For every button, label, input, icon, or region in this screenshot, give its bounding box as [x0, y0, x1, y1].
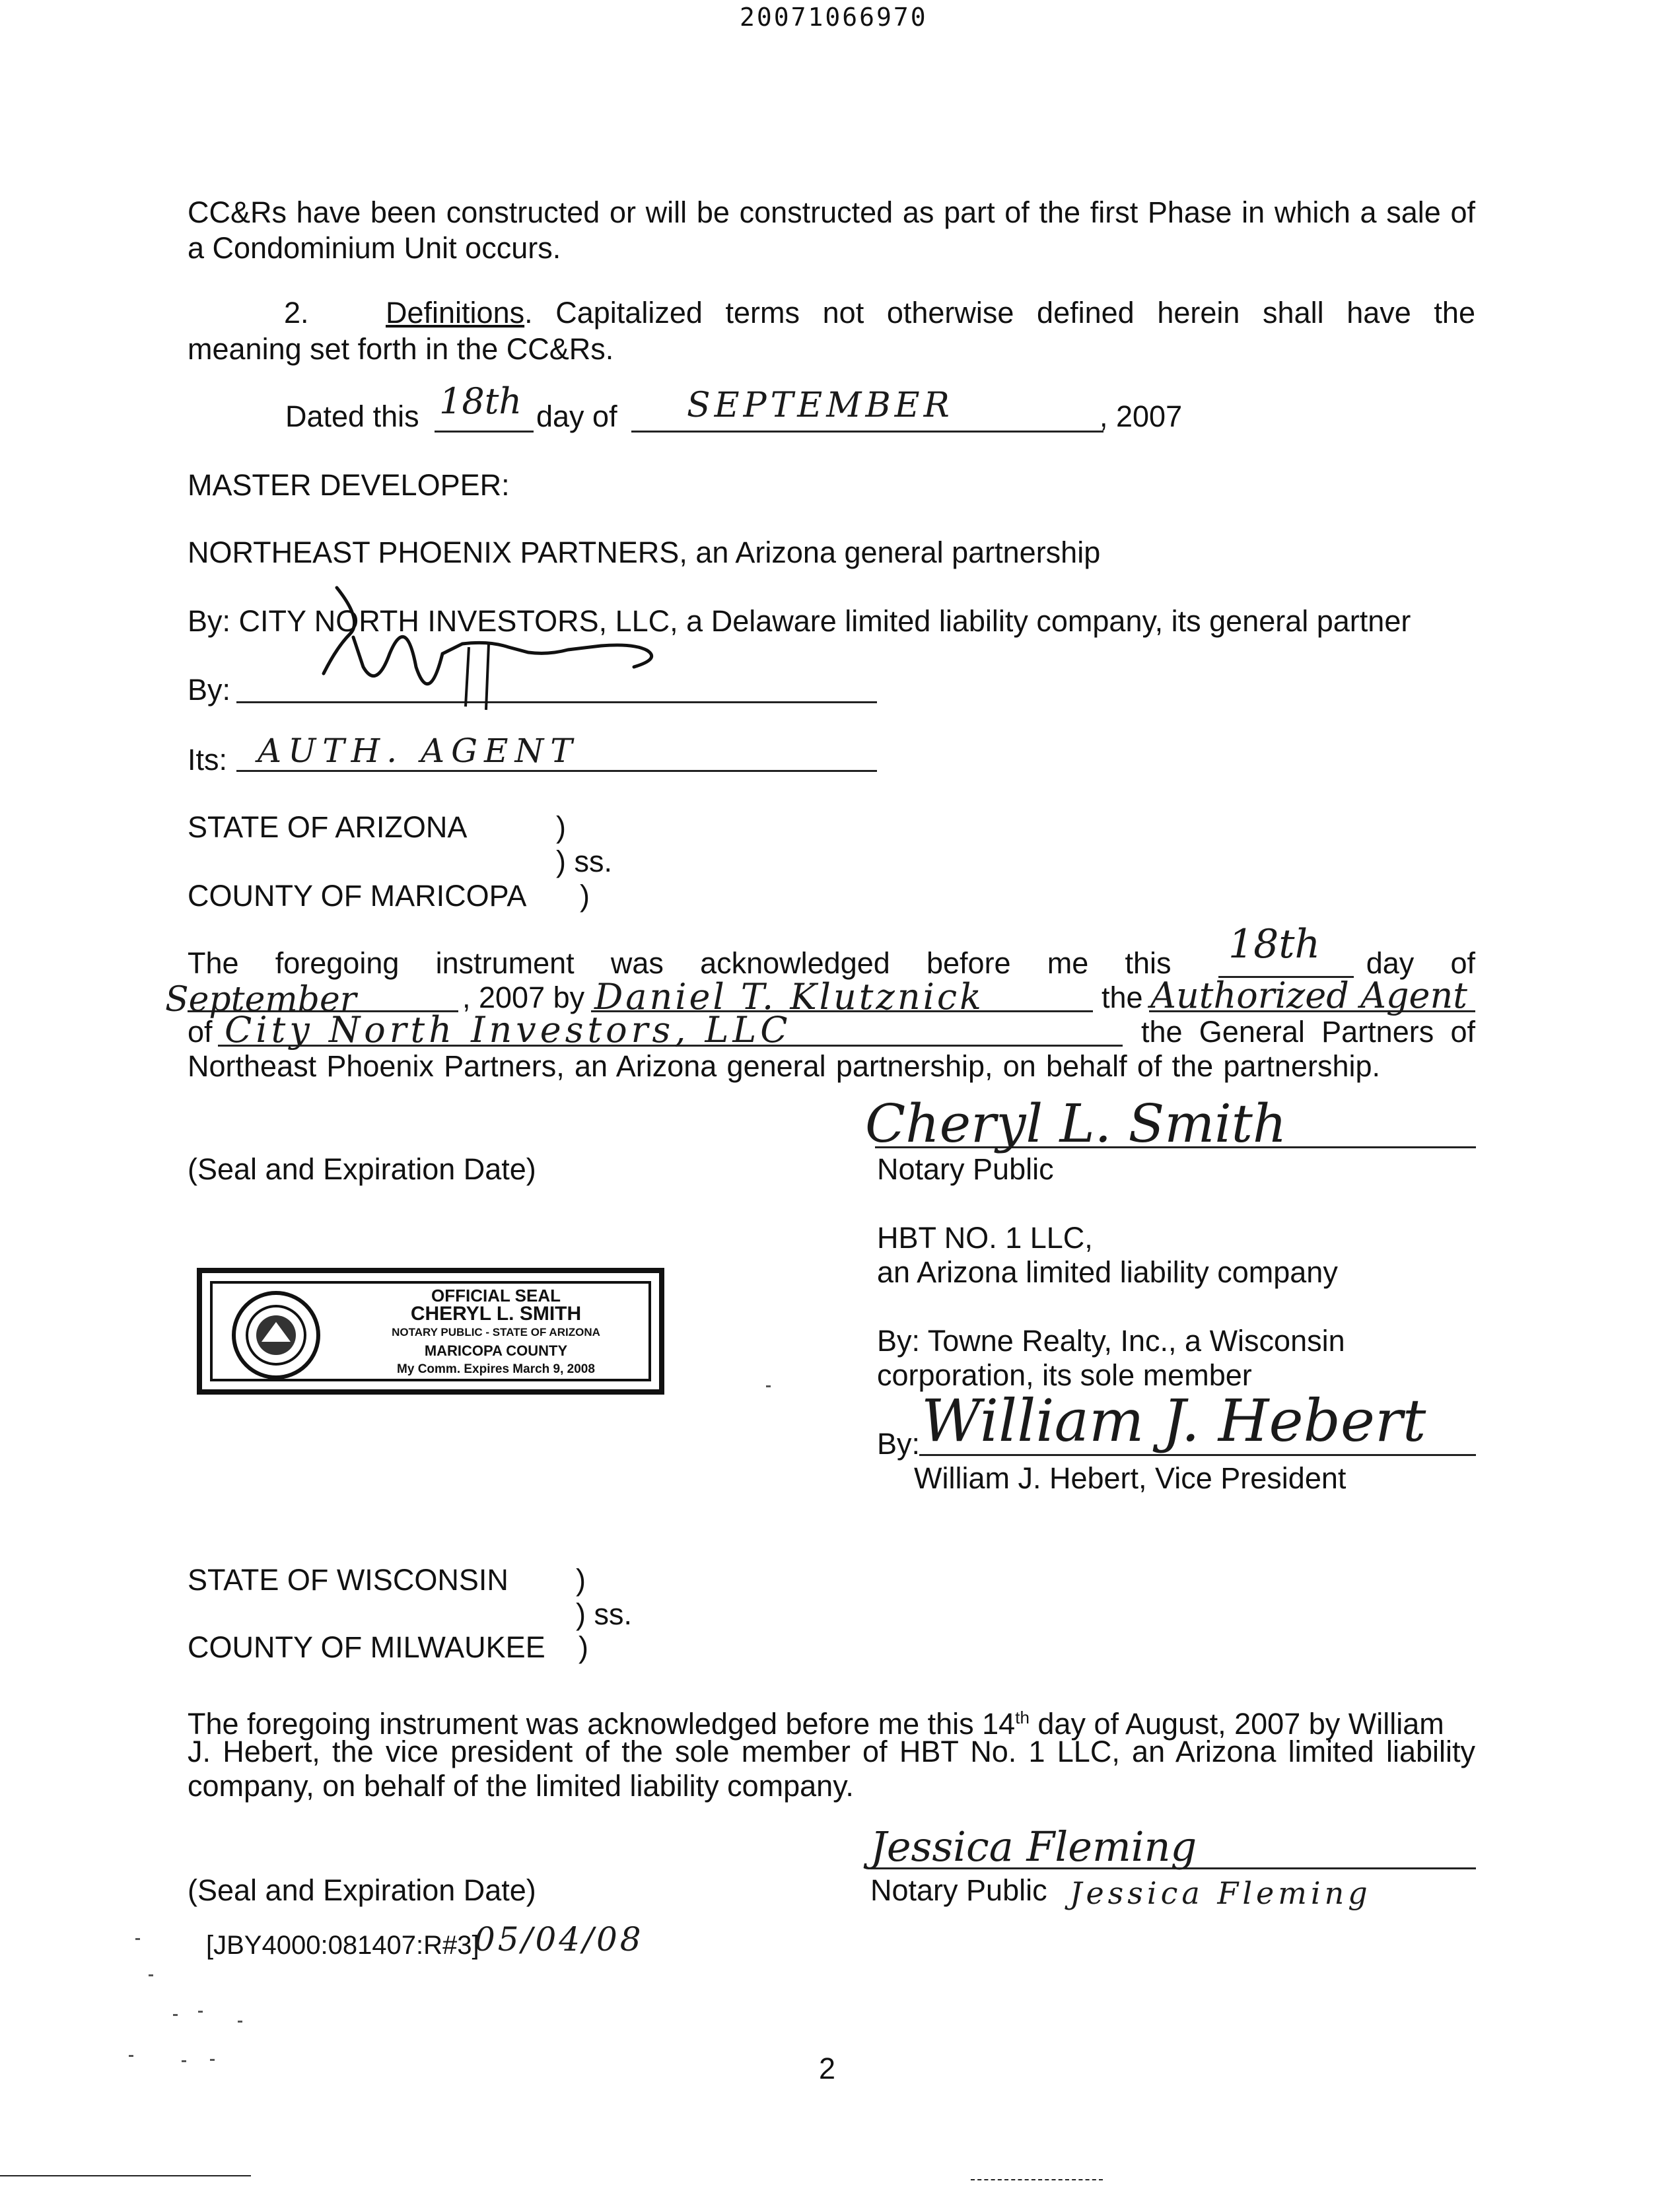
ack-word: this — [1125, 946, 1172, 980]
seal-expiration-label: (Seal and Expiration Date) — [188, 1873, 536, 1907]
ack-word: instrument — [435, 946, 575, 980]
handwritten-entity: City North Investors, LLC — [225, 1009, 792, 1051]
scan-speck — [135, 1938, 140, 1940]
notary-signature: Cheryl L. Smith — [865, 1093, 1287, 1154]
ack-word: The — [188, 946, 239, 980]
by-label: By: — [877, 1427, 921, 1461]
ack-word: was — [610, 946, 664, 980]
handwritten-title: AUTH. AGENT — [258, 732, 579, 770]
section-number: 2. — [284, 296, 309, 330]
notary-public-label: Notary Public — [870, 1873, 1047, 1907]
handwritten-month: SEPTEMBER — [687, 386, 954, 425]
scan-speck — [149, 1974, 153, 1976]
signature-mark — [291, 574, 713, 733]
hbt-member-line: By: Towne Realty, Inc., a Wisconsin — [877, 1324, 1345, 1358]
definitions-text: . Capitalized terms not otherwise defined herein shall have the — [524, 296, 1475, 330]
venue-ss: ) ss. — [556, 845, 612, 878]
hbt-signature: William J. Hebert — [921, 1387, 1426, 1455]
notary-printed-name: Jessica Fleming — [1070, 1875, 1372, 1911]
title-line — [236, 770, 877, 772]
ack-of: of — [188, 1015, 213, 1049]
ack-word: before — [926, 946, 1011, 980]
seal-title: OFFICIAL SEAL — [431, 1286, 561, 1305]
handwritten-day: 18th — [439, 380, 522, 422]
by-label: By: — [188, 673, 231, 707]
ack-line: Northeast Phoenix Partners, an Arizona general partnership, on behalf of the partnership. — [188, 1049, 1380, 1083]
day-blank — [435, 431, 534, 433]
scan-speck — [766, 1385, 771, 1387]
handwritten-name: Daniel T. Klutznick — [594, 976, 984, 1018]
scan-speck — [238, 2021, 242, 2023]
definitions-heading: Definitions — [386, 296, 525, 330]
ack-word: me — [1047, 946, 1089, 980]
ack-word: foregoing — [275, 946, 400, 980]
bottom-edge-mark — [0, 2175, 251, 2176]
ack-word: acknowledged — [700, 946, 890, 980]
state-label: STATE OF ARIZONA — [188, 810, 468, 844]
ack-line: J. Hebert, the vice president of the sole member of HBT No. 1 LLC, an Arizona limited liability — [188, 1735, 1475, 1768]
seal-county: MARICOPA COUNTY — [424, 1342, 568, 1359]
paragraph-line: a Condominium Unit occurs. — [188, 231, 561, 265]
document-number: 20071066970 — [740, 3, 928, 32]
state-label: STATE OF WISCONSIN — [188, 1563, 508, 1597]
seal-expiration: My Comm. Expires March 9, 2008 — [397, 1362, 595, 1376]
seal-text — [357, 1286, 635, 1379]
venue-ss: ) ss. — [576, 1597, 632, 1631]
ack-line: The foregoing instrument was acknowledged before me this 14th day of August, 2007 by William — [188, 1707, 1444, 1741]
hbt-member-line: corporation, its sole member — [877, 1358, 1252, 1392]
master-developer-heading: MASTER DEVELOPER: — [188, 468, 510, 502]
its-label: Its: — [188, 743, 228, 777]
scan-speck — [182, 2060, 186, 2062]
paragraph-line: meaning set forth in the CC&Rs. — [188, 332, 614, 366]
handwritten-day: 18th — [1228, 921, 1321, 967]
ordinal-suffix: th — [1015, 1708, 1030, 1727]
ack-year: , 2007 by — [462, 981, 585, 1014]
month-blank — [631, 431, 1103, 433]
seal-jurisdiction: NOTARY PUBLIC - STATE OF ARIZONA — [392, 1326, 600, 1338]
dated-label: Dated this — [285, 399, 419, 433]
notary-signature: Jessica Fleming — [870, 1822, 1197, 1871]
venue-paren: ) — [556, 810, 566, 844]
seal-notary-name: CHERYL L. SMITH — [410, 1303, 582, 1325]
ack-word: of — [1450, 946, 1475, 980]
partnership-name: NORTHEAST PHOENIX PARTNERS, an Arizona general partnership — [188, 536, 1101, 569]
paragraph-line: CC&Rs have been constructed or will be constructed as part of the first Phase in which a sale of — [188, 195, 1475, 229]
ack-line: company, on behalf of the limited liability company. — [188, 1769, 854, 1803]
page-number: 2 — [819, 2052, 836, 2085]
hbt-name: HBT NO. 1 LLC, — [877, 1221, 1093, 1255]
hbt-signer: William J. Hebert, Vice President — [914, 1461, 1347, 1495]
bottom-edge-mark — [971, 2179, 1103, 2180]
scan-speck — [173, 2014, 178, 2016]
dated-year: , 2007 — [1100, 399, 1183, 433]
hbt-description: an Arizona limited liability company — [877, 1255, 1338, 1289]
state-seal-icon — [230, 1289, 322, 1381]
official-seal-stamp — [197, 1268, 664, 1395]
definitions-line — [386, 295, 1475, 331]
venue-paren: ) — [580, 879, 590, 913]
handwritten-title: Authorized Agent — [1150, 975, 1467, 1016]
handwritten-date: 05/04/08 — [474, 1920, 644, 1959]
ack-line: the General Partners of — [1141, 1015, 1475, 1049]
document-reference: [JBY4000:081407:R#3] — [206, 1931, 479, 1960]
notary-public-label: Notary Public — [877, 1152, 1054, 1186]
venue-paren: ) — [578, 1630, 588, 1664]
general-partner-line: By: CITY NORTH INVESTORS, LLC, a Delaware limited liability company, its general partner — [188, 604, 1411, 638]
dated-day-of: day of — [536, 399, 617, 433]
scan-speck — [210, 2059, 215, 2061]
handwritten-month: September — [165, 980, 357, 1020]
ack-the: the — [1102, 981, 1143, 1014]
seal-expiration-label: (Seal and Expiration Date) — [188, 1152, 536, 1186]
county-label: COUNTY OF MARICOPA — [188, 879, 527, 913]
county-label: COUNTY OF MILWAUKEE — [188, 1630, 545, 1664]
scan-speck — [129, 2055, 133, 2057]
venue-paren: ) — [576, 1563, 586, 1597]
ack-word: day — [1366, 946, 1415, 980]
scan-speck — [198, 2011, 203, 2013]
